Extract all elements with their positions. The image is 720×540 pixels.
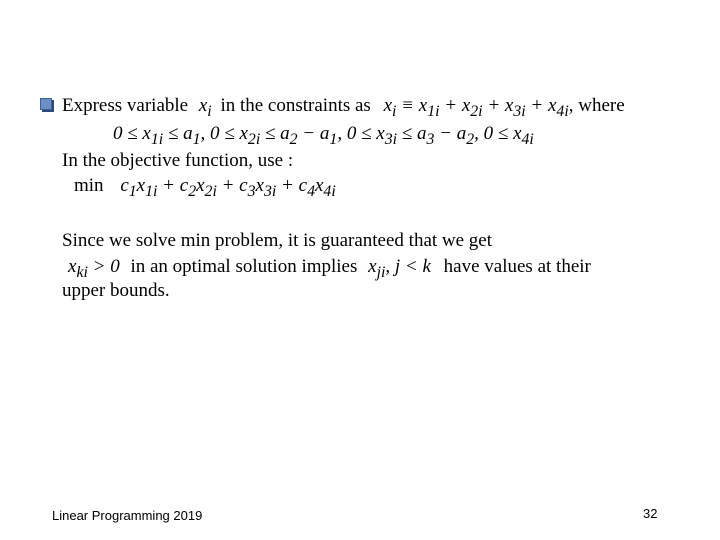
text-line-1: Express variable $x_i$ in the constraints as $x_i \equiv x_{1i} + x_{2i} + x_{3i} + x_{4i}$, where <box>62 95 625 120</box>
text-line-4: $\min c_1x_{1i} + c_2x_{2i} + c_3x_{3i} + c_4x_{4i}$ <box>74 175 336 200</box>
page-number: 32 <box>643 506 658 521</box>
text-line-3: In the objective function, use : <box>62 150 294 171</box>
bullet-icon <box>40 98 52 110</box>
footer-title: Linear Programming 2019 <box>52 508 203 523</box>
text-line-6: $x_{ki} > 0$ in an optimal solution implies $x_{ji}$, j < k have values at their <box>68 256 591 281</box>
math-identity: $x_i \equiv x_{1i} + x_{2i} + x_{3i} + x_{4i}$ <box>383 95 569 120</box>
text-line-5: Since we solve min problem, it is guaranteed that we get <box>62 230 493 251</box>
text-line-7: upper bounds. <box>62 280 170 301</box>
text-line-2: $0 \le x_{1i} \le a_1$, $0 \le x_{2i} \le a_2 - a_1$, $0 \le x_{3i} \le a_3 - a_2$, $0 \le x_{4i}$ <box>113 123 534 148</box>
text: Express variable <box>62 95 189 116</box>
